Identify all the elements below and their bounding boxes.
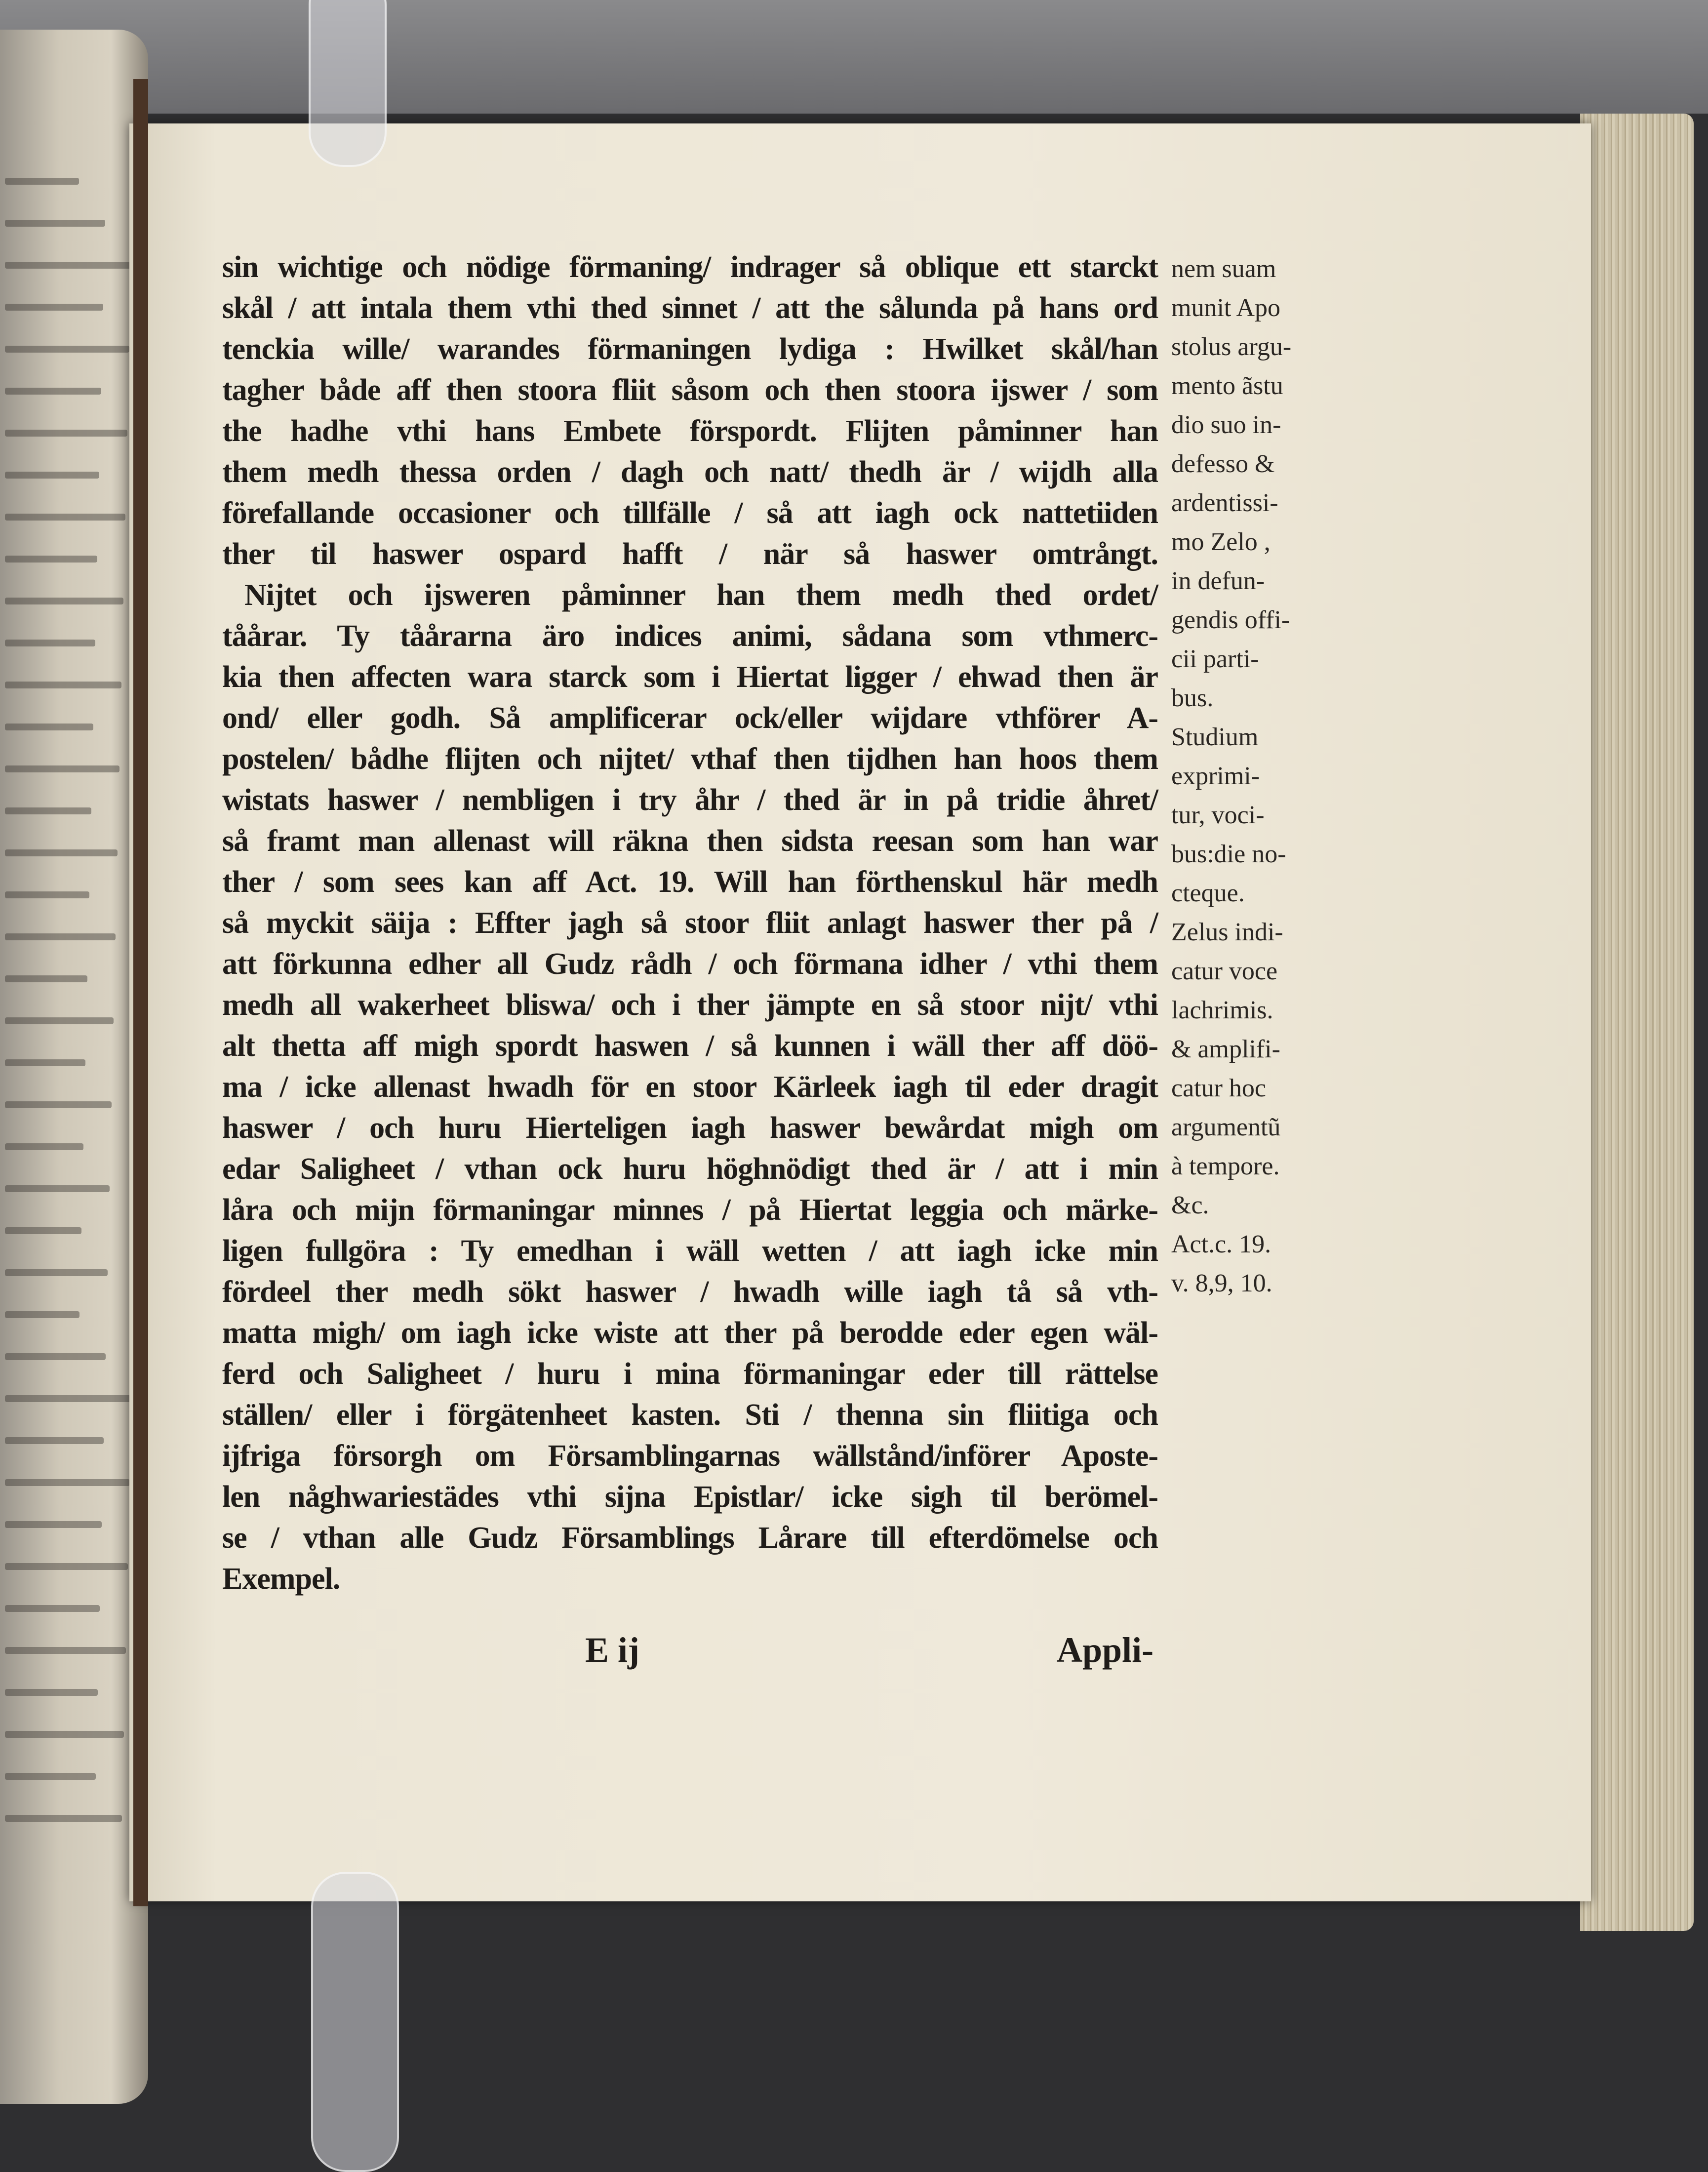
margin-note-line: catur voce bbox=[1171, 957, 1278, 985]
signature-mark: E ij bbox=[585, 1630, 640, 1670]
margin-note-line: mento ãstu bbox=[1171, 372, 1283, 400]
text-line: förefallande occasioner och tillfälle / så att iagh ock nattetiiden bbox=[222, 496, 1158, 530]
facing-page-text-fragment bbox=[5, 1815, 122, 1822]
margin-note-line: & amplifi- bbox=[1171, 1035, 1280, 1063]
facing-page-text-fragment bbox=[5, 891, 89, 898]
text-line: tenckia wille/ warandes förmaningen lydiga : Hwilket skål/han bbox=[222, 332, 1158, 366]
facing-page-text-fragment bbox=[5, 1185, 110, 1192]
catchword: Appli- bbox=[1057, 1630, 1154, 1670]
marginal-notes bbox=[1171, 249, 1334, 1303]
top-page-clip bbox=[309, 0, 387, 167]
page-edges-stack bbox=[1580, 114, 1694, 1931]
facing-page-text-fragment bbox=[5, 1395, 132, 1402]
facing-page-text-fragment bbox=[5, 1311, 79, 1318]
margin-note-line: cteque. bbox=[1171, 879, 1245, 907]
margin-note-line: v. 8,9, 10. bbox=[1171, 1269, 1272, 1297]
facing-page-text-fragment bbox=[5, 1353, 106, 1360]
margin-note-line: ardentissi- bbox=[1171, 489, 1278, 517]
margin-note-line: mo Zelo , bbox=[1171, 528, 1271, 556]
facing-page-text-fragment bbox=[5, 933, 116, 940]
facing-page-text-fragment bbox=[5, 1605, 100, 1612]
scanner-background bbox=[0, 0, 1708, 114]
facing-page-left bbox=[0, 30, 148, 2104]
facing-page-text-fragment bbox=[5, 849, 118, 856]
margin-note-line: gendis offi- bbox=[1171, 606, 1290, 634]
margin-note-line: exprimi- bbox=[1171, 762, 1260, 790]
facing-page-text-fragment bbox=[5, 807, 91, 814]
facing-page-text-fragment bbox=[5, 1017, 114, 1024]
text-line: medh all wakerheet bliswa/ och i ther jämpte en så stoor nijt/ vthi bbox=[222, 988, 1158, 1022]
book-spine bbox=[133, 79, 148, 1906]
facing-page-text-fragment bbox=[5, 1479, 130, 1486]
facing-page-text-fragment bbox=[5, 724, 93, 730]
text-line: tåårar. Ty tåårarna äro indices animi, sådana som vthmerc- bbox=[222, 619, 1158, 653]
text-line: matta migh/ om iagh icke wiste att ther på berodde eder egen wäl- bbox=[222, 1316, 1158, 1350]
text-line: alt thetta aff migh spordt haswen / så kunnen i wäll ther aff döö- bbox=[222, 1029, 1158, 1063]
margin-note-line: bus:die no- bbox=[1171, 840, 1286, 868]
text-line: tagher både aff then stoora fliit såsom och then stoora ijswer / som bbox=[222, 373, 1158, 407]
text-line: postelen/ bådhe flijten och nijtet/ vthaf then tijdhen han hoos them bbox=[222, 742, 1158, 776]
text-line: Nijtet och ijsweren påminner han them medh thed ordet/ bbox=[244, 578, 1158, 612]
margin-note-line: bus. bbox=[1171, 684, 1214, 712]
text-line: ther til haswer ospard hafft / när så haswer omtrångt. bbox=[222, 537, 1158, 571]
facing-page-text-fragment bbox=[5, 1143, 83, 1150]
text-line: så framt man allenast will räkna then sidsta reesan som han war bbox=[222, 824, 1158, 858]
margin-note-line: &c. bbox=[1171, 1191, 1209, 1219]
facing-page-text-fragment bbox=[5, 346, 129, 353]
text-line: len någhwariestädes vthi sijna Epistlar/ icke sigh til berömel- bbox=[222, 1480, 1158, 1514]
margin-note-line: dio suo in- bbox=[1171, 411, 1281, 439]
margin-note-line: stolus argu- bbox=[1171, 333, 1292, 361]
facing-page-text-fragment bbox=[5, 1437, 104, 1444]
text-line: sin wichtige och nödige förmaning/ indrager så oblique ett starckt bbox=[222, 250, 1158, 284]
margin-note-line: Act.c. 19. bbox=[1171, 1230, 1271, 1258]
margin-note-line: tur, voci- bbox=[1171, 801, 1265, 829]
facing-page-text-fragment bbox=[5, 1647, 126, 1654]
facing-page-text-fragment bbox=[5, 472, 99, 479]
text-line: så myckit säija : Effter jagh så stoor fliit anlagt haswer ther på / bbox=[222, 906, 1158, 940]
text-line: ferd och Saligheet / huru i mina förmaningar eder till rättelse bbox=[222, 1357, 1158, 1391]
margin-note-line: defesso & bbox=[1171, 450, 1275, 478]
text-line: ther / som sees kan aff Act. 19. Will han förthenskul här medh bbox=[222, 865, 1158, 899]
margin-note-line: Studium bbox=[1171, 723, 1259, 751]
facing-page-text-fragment bbox=[5, 220, 105, 227]
main-text-block bbox=[222, 247, 1158, 1600]
margin-note-line: munit Apo bbox=[1171, 294, 1281, 322]
text-line: skål / att intala them vthi thed sinnet / att the sålunda på hans ord bbox=[222, 291, 1158, 325]
text-line: se / vthan alle Gudz Församblings Lårare till efterdömelse och bbox=[222, 1521, 1158, 1555]
facing-page-text-fragment bbox=[5, 1227, 81, 1234]
facing-page-text-fragment bbox=[5, 430, 127, 437]
facing-page-text-fragment bbox=[5, 262, 131, 269]
bottom-page-clip bbox=[311, 1872, 399, 2172]
text-line: ijfriga försorgh om Församblingarnas wällstånd/införer Aposte- bbox=[222, 1439, 1158, 1473]
text-line: them medh thessa orden / dagh och natt/ thedh är / wijdh alla bbox=[222, 455, 1158, 489]
facing-page-text-fragment bbox=[5, 1563, 128, 1570]
text-line: ma / icke allenast hwadh för en stoor Kärleek iagh til eder dragit bbox=[222, 1070, 1158, 1104]
text-line: the hadhe vthi hans Embete förspordt. Flijten påminner han bbox=[222, 414, 1158, 448]
text-line: ligen fullgöra : Ty emedhan i wäll wetten / att iagh icke min bbox=[222, 1234, 1158, 1268]
facing-page-text-fragment bbox=[5, 1773, 96, 1780]
margin-note-line: cii parti- bbox=[1171, 645, 1259, 673]
facing-page-text-fragment bbox=[5, 640, 95, 646]
facing-page-text-fragment bbox=[5, 1059, 85, 1066]
text-line: Exempel. bbox=[222, 1562, 340, 1596]
facing-page-text-fragment bbox=[5, 1521, 102, 1528]
text-line: fördeel ther medh sökt haswer / hwadh wille iagh tå så vth- bbox=[222, 1275, 1158, 1309]
margin-note-line: argumentũ bbox=[1171, 1113, 1281, 1141]
facing-page-text-fragment bbox=[5, 556, 97, 563]
facing-page-text-fragment bbox=[5, 1269, 108, 1276]
facing-page-text-fragment bbox=[5, 1689, 98, 1696]
facing-page-text-fragment bbox=[5, 1731, 124, 1738]
margin-note-line: catur hoc bbox=[1171, 1074, 1267, 1102]
text-line: haswer / och huru Hierteligen iagh haswer bewårdat migh om bbox=[222, 1111, 1158, 1145]
text-line: edar Saligheet / vthan ock huru höghnödigt thed är / att i min bbox=[222, 1152, 1158, 1186]
facing-page-text-fragment bbox=[5, 975, 87, 982]
text-line: wistats haswer / nembligen i try åhr / thed är in på tridie åhret/ bbox=[222, 783, 1158, 817]
text-line: ond/ eller godh. Så amplificerar ock/eller wijdare vthförer A- bbox=[222, 701, 1158, 735]
text-line: kia then affecten wara starck som i Hiertat ligger / ehwad then är bbox=[222, 660, 1158, 694]
facing-page-text-fragment bbox=[5, 388, 101, 395]
margin-note-line: in defun- bbox=[1171, 567, 1265, 595]
margin-note-line: à tempore. bbox=[1171, 1152, 1280, 1180]
margin-note-line: nem suam bbox=[1171, 255, 1276, 283]
margin-note-line: Zelus indi- bbox=[1171, 918, 1283, 946]
facing-page-text-fragment bbox=[5, 304, 103, 311]
text-line: låra och mijn förmaningar minnes / på Hiertat leggia och märke- bbox=[222, 1193, 1158, 1227]
margin-note-line: lachrimis. bbox=[1171, 996, 1273, 1024]
text-line: ställen/ eller i förgätenheet kasten. Sti / thenna sin fliitiga och bbox=[222, 1398, 1158, 1432]
facing-page-text-fragment bbox=[5, 178, 79, 185]
facing-page-text-fragment bbox=[5, 514, 125, 521]
facing-page-text-fragment bbox=[5, 765, 119, 772]
text-line: att förkunna edher all Gudz rådh / och förmana idher / vthi them bbox=[222, 947, 1158, 981]
facing-page-text-fragment bbox=[5, 1101, 112, 1108]
facing-page-text-fragment bbox=[5, 682, 121, 688]
facing-page-text-fragment bbox=[5, 598, 123, 604]
